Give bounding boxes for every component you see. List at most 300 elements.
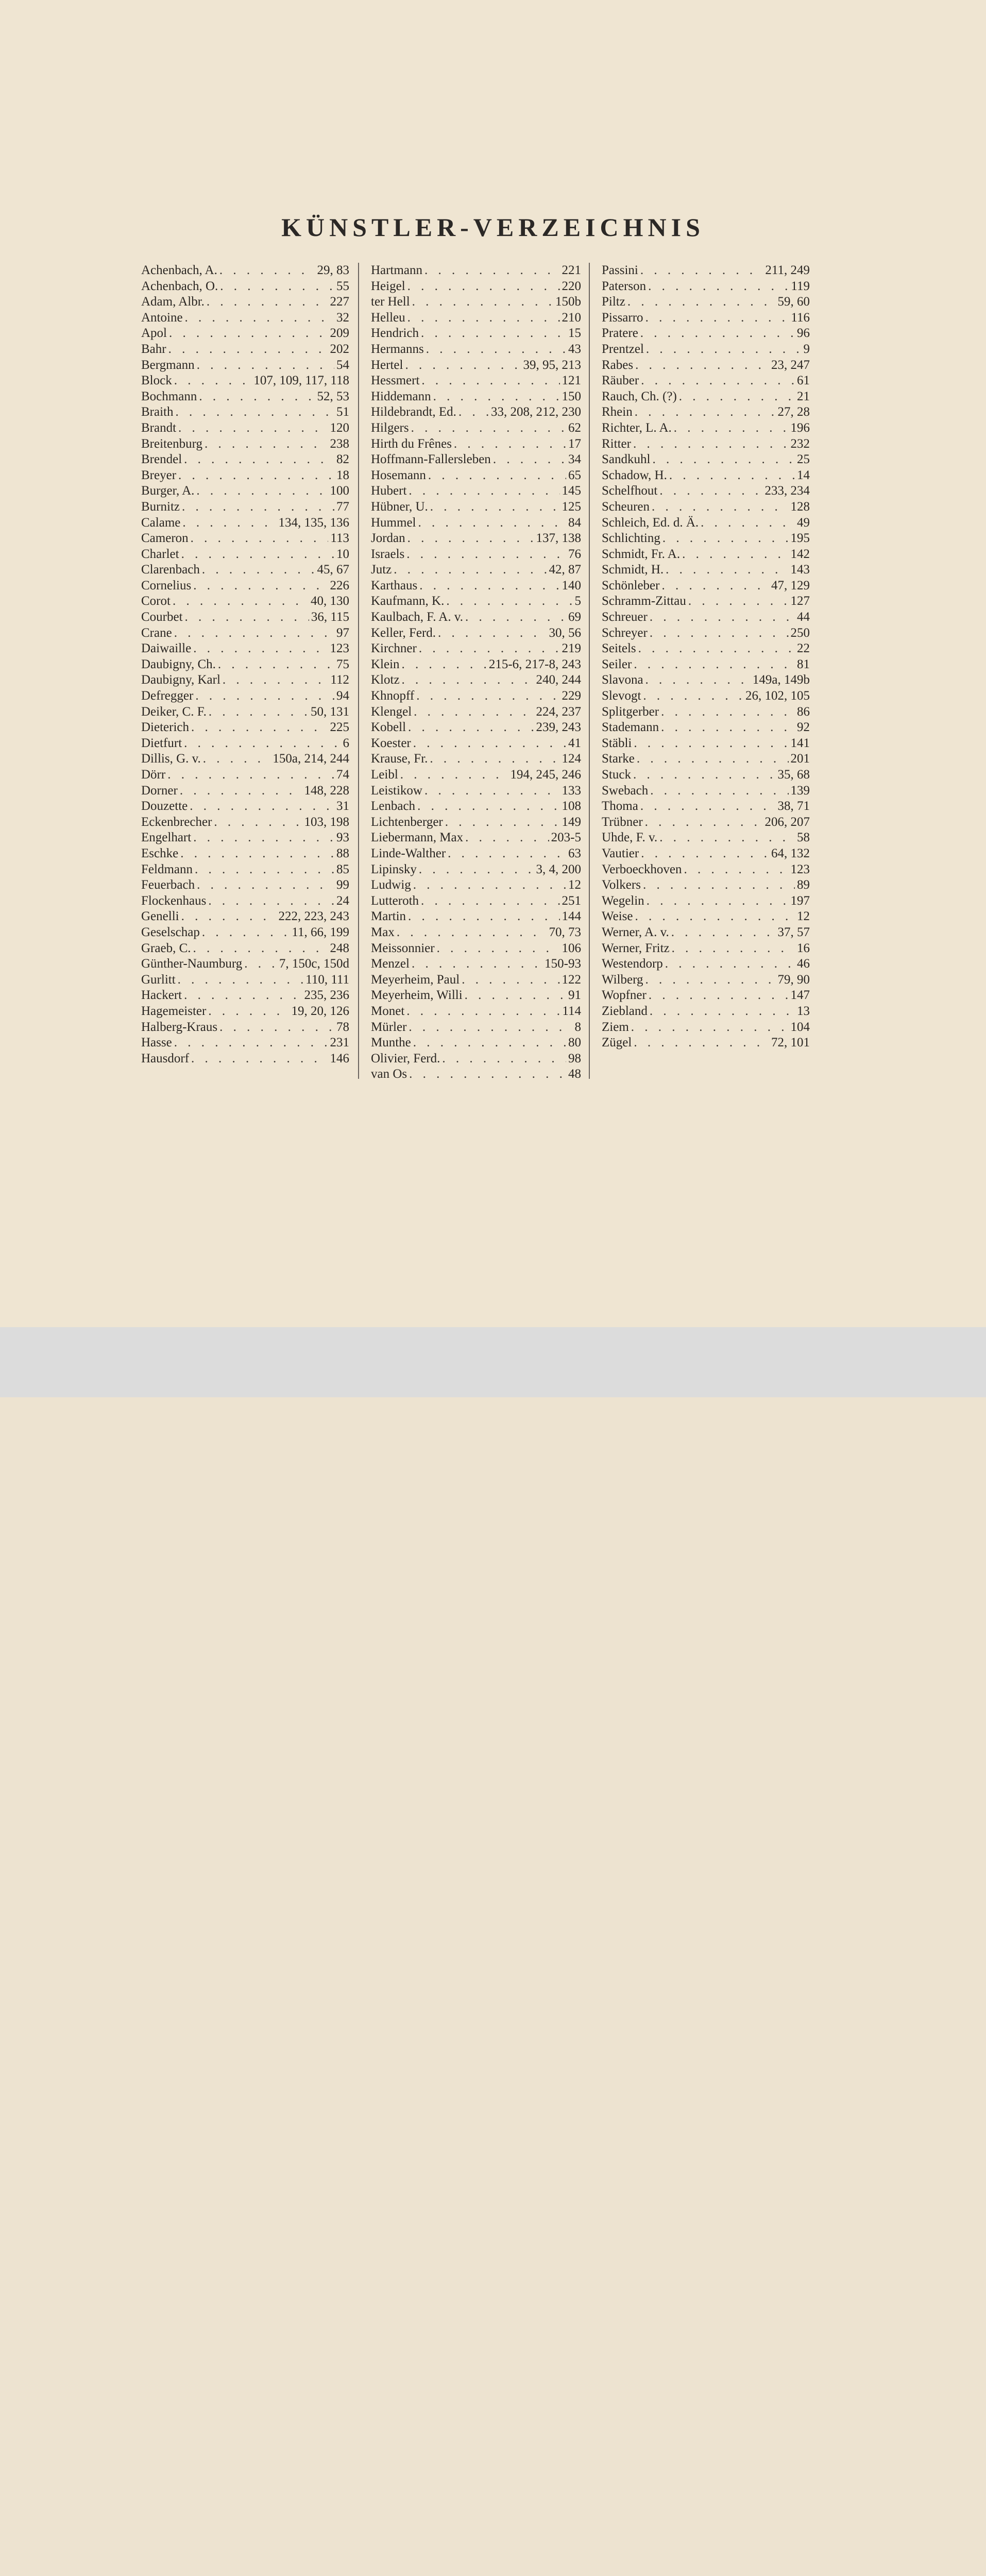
index-entry <box>602 815 810 831</box>
artist-name: Daubigny, Karl <box>141 673 220 687</box>
index-entry <box>602 1035 810 1051</box>
artist-name: Stademann <box>602 720 659 735</box>
page-numbers: 23, 247 <box>771 358 810 372</box>
artist-name: Eckenbrecher <box>141 815 212 829</box>
artist-name: Jordan <box>371 531 405 546</box>
dot-leader <box>647 893 789 909</box>
artist-name: Kaulbach, F. A. v. <box>371 610 463 624</box>
dot-leader <box>649 988 789 1004</box>
index-entry <box>371 751 581 767</box>
dot-leader <box>413 1035 566 1051</box>
dot-leader <box>182 515 276 531</box>
page-numbers: 231 <box>330 1036 349 1050</box>
index-entry <box>371 846 581 862</box>
dot-leader <box>635 404 776 420</box>
page-numbers: 59, 60 <box>777 295 810 309</box>
dot-leader <box>684 862 789 878</box>
page-numbers: 22 <box>797 641 810 656</box>
artist-name: Vautier <box>602 846 639 860</box>
page-numbers: 145 <box>562 484 581 498</box>
dot-leader <box>406 547 566 563</box>
dot-leader <box>633 767 776 783</box>
dot-leader <box>407 531 534 547</box>
page-numbers: 149a, 149b <box>752 673 810 687</box>
artist-name: Mürler <box>371 1020 407 1034</box>
dot-leader <box>413 877 566 893</box>
artist-name: Prentzel <box>602 342 644 356</box>
page-numbers: 107, 109, 117, 118 <box>253 374 349 388</box>
index-entry <box>141 483 349 499</box>
page-numbers: 133 <box>562 783 581 798</box>
index-entry <box>371 641 581 657</box>
dot-leader <box>408 909 559 925</box>
page-numbers: 62 <box>568 420 581 435</box>
index-entry <box>141 452 349 468</box>
dot-leader <box>184 452 334 468</box>
index-entry <box>602 547 810 563</box>
page-numbers: 78 <box>336 1020 349 1034</box>
index-entry <box>602 704 810 720</box>
artist-name: Zügel <box>602 1036 632 1050</box>
dot-leader <box>493 452 566 468</box>
index-entry <box>371 562 581 578</box>
dot-leader <box>631 1020 789 1036</box>
dot-leader <box>197 877 334 893</box>
dot-leader <box>445 815 560 831</box>
artist-name: Eschke <box>141 846 179 860</box>
index-entry <box>371 909 581 925</box>
page-numbers: 209 <box>330 326 349 341</box>
index-entry <box>371 815 581 831</box>
page-numbers: 17 <box>568 436 581 451</box>
artist-name: Leibl <box>371 768 398 782</box>
page-numbers: 88 <box>336 846 349 860</box>
dot-leader <box>637 751 789 767</box>
page-numbers: 225 <box>330 720 349 735</box>
page-numbers: 61 <box>797 374 810 388</box>
page-numbers: 25 <box>797 452 810 467</box>
dot-leader <box>180 783 302 799</box>
dot-leader <box>421 373 559 389</box>
index-entry <box>371 547 581 563</box>
index-entry <box>602 799 810 815</box>
artist-name: Cornelius <box>141 578 192 592</box>
dot-leader <box>643 877 795 893</box>
index-entry <box>141 704 349 720</box>
artist-name: Adam, Albr. <box>141 295 205 309</box>
page-numbers: 140 <box>562 578 581 592</box>
artist-name: Gurlitt <box>141 972 176 987</box>
artist-name: Kobell <box>371 720 406 735</box>
dot-leader <box>458 404 489 420</box>
index-entry <box>602 294 810 310</box>
artist-name: Martin <box>371 909 406 924</box>
index-entry <box>141 326 349 342</box>
index-entry <box>602 420 810 436</box>
index-entry <box>141 657 349 673</box>
index-entry <box>371 925 581 941</box>
page-numbers: 65 <box>568 468 581 482</box>
index-entry <box>371 515 581 531</box>
index-entry <box>602 452 810 468</box>
page-numbers: 36, 115 <box>311 610 349 624</box>
artist-name: Hagemeister <box>141 1004 207 1018</box>
page-numbers: 84 <box>568 515 581 530</box>
dot-leader <box>426 342 566 358</box>
dot-leader <box>214 815 302 831</box>
page-numbers: 98 <box>568 1051 581 1065</box>
artist-name: Klengel <box>371 704 412 719</box>
dot-leader <box>671 925 776 941</box>
page-numbers: 248 <box>330 941 349 955</box>
artist-name: Richter, L. A. <box>602 420 672 435</box>
index-entry <box>371 1004 581 1020</box>
artist-name: Dietfurt <box>141 736 182 750</box>
index-entry <box>141 862 349 878</box>
artist-name: Geselschap <box>141 925 200 939</box>
index-entry <box>602 972 810 988</box>
page-numbers: 121 <box>562 374 581 388</box>
index-entry <box>602 562 810 578</box>
page-numbers: 24 <box>336 893 349 908</box>
index-entry <box>141 988 349 1004</box>
page-numbers: 215-6, 217-8, 243 <box>488 657 581 671</box>
dot-leader <box>178 468 334 484</box>
artist-name: Rhein <box>602 405 633 419</box>
index-entry <box>141 279 349 295</box>
artist-name: Apol <box>141 326 167 341</box>
index-entry <box>371 720 581 736</box>
page-numbers: 58 <box>797 831 810 845</box>
index-entry <box>371 877 581 893</box>
page-numbers: 89 <box>797 878 810 892</box>
index-entry <box>371 799 581 815</box>
artist-name: Graeb, C. <box>141 941 191 955</box>
page-numbers: 150a, 214, 244 <box>273 752 349 766</box>
artist-name: Kirchner <box>371 641 417 656</box>
page-numbers: 150-93 <box>545 957 581 971</box>
artist-name: Lenbach <box>371 799 416 814</box>
dot-leader <box>645 310 789 326</box>
page-numbers: 210 <box>562 310 581 325</box>
index-entry <box>141 1051 349 1067</box>
page-numbers: 196 <box>790 420 810 435</box>
page-numbers: 12 <box>568 878 581 892</box>
index-entry <box>602 956 810 972</box>
artist-name: Werner, A. v. <box>602 925 669 939</box>
page-numbers: 123 <box>330 641 349 656</box>
page-numbers: 9 <box>803 342 810 356</box>
dot-leader <box>638 641 795 657</box>
index-entry <box>141 736 349 752</box>
index-entry <box>141 1004 349 1020</box>
dot-leader <box>219 1020 334 1036</box>
index-entry <box>602 688 810 704</box>
dot-leader <box>679 389 795 405</box>
dot-leader <box>659 830 795 846</box>
dot-leader <box>202 562 315 578</box>
page-numbers: 82 <box>336 452 349 467</box>
dot-leader <box>465 830 549 846</box>
page-numbers: 63 <box>568 846 581 860</box>
artist-name: Rabes <box>602 358 634 372</box>
page-numbers: 108 <box>562 799 581 814</box>
dot-leader <box>400 767 508 783</box>
page-numbers: 128 <box>790 499 810 514</box>
index-entry <box>141 609 349 625</box>
page-numbers: 85 <box>336 862 349 876</box>
dot-leader <box>421 893 559 909</box>
artist-name: Corot <box>141 594 171 608</box>
page-numbers: 50, 131 <box>311 704 349 719</box>
artist-name: Lipinsky <box>371 862 417 876</box>
dot-leader <box>412 294 553 310</box>
index-entry <box>371 1020 581 1036</box>
index-entry <box>371 893 581 909</box>
dot-leader <box>419 578 559 594</box>
index-entry <box>371 736 581 752</box>
dot-leader <box>652 452 795 468</box>
index-entry <box>141 625 349 641</box>
page-numbers: 6 <box>343 736 349 750</box>
index-entry <box>371 594 581 609</box>
index-entry <box>371 578 581 594</box>
page-numbers: 48 <box>568 1067 581 1081</box>
index-entry <box>602 988 810 1004</box>
page-numbers: 64, 132 <box>771 846 810 860</box>
page-numbers: 123 <box>790 862 810 876</box>
dot-leader <box>411 420 566 436</box>
artist-name: Slavona <box>602 673 643 687</box>
page-numbers: 72, 101 <box>771 1036 810 1050</box>
artist-name: Ritter <box>602 436 631 451</box>
artist-name: Stäbli <box>602 736 632 750</box>
page-numbers: 125 <box>562 499 581 514</box>
dot-leader <box>416 688 559 704</box>
dot-leader <box>174 625 334 641</box>
artist-name: Ziem <box>602 1020 629 1034</box>
dot-leader <box>633 436 789 452</box>
artist-name: Brendel <box>141 452 182 467</box>
page-numbers: 8 <box>574 1020 581 1034</box>
index-entry <box>602 389 810 405</box>
index-entry <box>141 373 349 389</box>
dot-leader <box>180 846 334 862</box>
page-numbers: 27, 28 <box>777 405 810 419</box>
artist-name: Feldmann <box>141 862 193 876</box>
dot-leader <box>173 594 309 609</box>
index-entry <box>602 877 810 893</box>
dot-leader <box>219 263 315 279</box>
index-entry <box>602 342 810 358</box>
index-entry <box>141 783 349 799</box>
artist-name: Ziebland <box>602 1004 648 1018</box>
artist-name: Cameron <box>141 531 189 546</box>
index-entry <box>141 515 349 531</box>
artist-name: Uhde, F. v. <box>602 831 658 845</box>
artist-name: Sandkuhl <box>602 452 651 467</box>
page-numbers: 220 <box>562 279 581 293</box>
page-numbers: 47, 129 <box>771 578 810 592</box>
dot-leader <box>650 625 789 641</box>
dot-leader <box>408 720 534 736</box>
page-numbers: 226 <box>330 578 349 592</box>
artist-name: Liebermann, Max <box>371 831 464 845</box>
dot-leader <box>645 972 775 988</box>
page-numbers: 45, 67 <box>317 563 349 577</box>
artist-name: Schadow, H. <box>602 468 667 482</box>
page-numbers: 232 <box>790 436 810 451</box>
index-entry <box>141 830 349 846</box>
index-entry <box>371 956 581 972</box>
artist-name: Schleich, Ed. d. Ä. <box>602 515 699 530</box>
artist-name: Schmidt, Fr. A. <box>602 547 681 561</box>
artist-name: Hermanns <box>371 342 424 356</box>
dot-leader <box>178 972 304 988</box>
artist-name: Bahr <box>141 342 166 356</box>
index-entry <box>602 893 810 909</box>
index-entry <box>141 578 349 594</box>
page-numbers: 52, 53 <box>317 389 349 403</box>
page-numbers: 76 <box>568 547 581 561</box>
dot-leader <box>446 594 572 609</box>
artist-name: Hildebrandt, Ed. <box>371 405 456 419</box>
artist-name: Brandt <box>141 420 177 435</box>
page-numbers: 239, 243 <box>536 720 581 735</box>
dot-leader <box>454 436 566 452</box>
artist-name: Swebach <box>602 783 649 798</box>
index-entry <box>141 1020 349 1036</box>
dot-leader <box>652 499 788 515</box>
artist-name: Charlet <box>141 547 179 561</box>
dot-leader <box>184 988 302 1004</box>
page-numbers: 235, 236 <box>304 988 349 1003</box>
dot-leader <box>688 594 789 609</box>
artist-name: Meissonnier <box>371 941 435 955</box>
page-numbers: 16 <box>797 941 810 955</box>
dot-leader <box>168 342 328 358</box>
artist-name: Burger, A. <box>141 484 195 498</box>
index-entry <box>602 594 810 609</box>
page-numbers: 43 <box>568 342 581 356</box>
artist-name: Helleu <box>371 310 405 325</box>
artist-name: Seiler <box>602 657 632 671</box>
dot-leader <box>438 625 547 641</box>
dot-leader <box>430 751 559 767</box>
artist-name: Trübner <box>602 815 643 829</box>
dot-leader <box>645 672 751 688</box>
dot-leader <box>199 389 315 405</box>
artist-name: Rauch, Ch. (?) <box>602 389 677 403</box>
index-entry <box>371 688 581 704</box>
page-numbers: 81 <box>797 657 810 671</box>
artist-name: Olivier, Ferd. <box>371 1051 440 1065</box>
artist-name: Volkers <box>602 878 641 892</box>
artist-name: Dorner <box>141 783 178 798</box>
dot-leader <box>181 909 277 925</box>
page-numbers: 238 <box>330 436 349 451</box>
artist-name: Clarenbach <box>141 563 200 577</box>
page-numbers: 19, 20, 126 <box>291 1004 349 1018</box>
artist-name: Douzette <box>141 799 188 814</box>
page-numbers: 106 <box>562 941 581 955</box>
dot-leader <box>433 389 560 405</box>
page-numbers: 91 <box>568 988 581 1003</box>
dot-leader <box>407 310 560 326</box>
index-entry <box>602 751 810 767</box>
dot-leader <box>634 736 788 752</box>
index-entry <box>141 420 349 436</box>
page-numbers: 227 <box>330 295 349 309</box>
page-numbers: 30, 56 <box>549 625 581 640</box>
page-numbers: 79, 90 <box>777 972 810 987</box>
dot-leader <box>665 956 795 972</box>
artist-name: Linde-Walther <box>371 846 446 860</box>
dot-leader <box>414 704 534 720</box>
page-numbers: 54 <box>336 358 349 372</box>
artist-name: Passini <box>602 263 638 277</box>
page-numbers: 110, 111 <box>305 972 349 987</box>
index-entry <box>141 767 349 783</box>
dot-leader <box>465 988 566 1004</box>
artist-name: Räuber <box>602 374 639 388</box>
index-entry <box>371 1066 581 1082</box>
page-numbers: 219 <box>562 641 581 656</box>
artist-name: Menzel <box>371 957 410 971</box>
page-numbers: 74 <box>336 768 349 782</box>
artist-name: Schönleber <box>602 578 660 592</box>
page-numbers: 142 <box>790 547 810 561</box>
dot-leader <box>244 956 277 972</box>
page-numbers: 94 <box>336 689 349 703</box>
dot-leader <box>223 672 329 688</box>
page-numbers: 147 <box>790 988 810 1003</box>
page-numbers: 221 <box>562 263 581 277</box>
dot-leader <box>646 342 802 358</box>
page-numbers: 38, 71 <box>777 799 810 814</box>
page-numbers: 119 <box>791 279 810 293</box>
artist-name: Breyer <box>141 468 177 482</box>
index-entry <box>371 420 581 436</box>
dot-leader <box>421 326 566 342</box>
column-divider <box>589 263 590 1079</box>
index-entry <box>141 547 349 563</box>
index-entry <box>141 846 349 862</box>
dot-leader <box>650 609 795 625</box>
artist-name: Schlichting <box>602 531 660 546</box>
dot-leader <box>413 736 566 752</box>
index-entry <box>371 609 581 625</box>
dot-leader <box>418 515 567 531</box>
page-numbers: 14 <box>797 468 810 482</box>
index-entry <box>602 310 810 326</box>
index-entry <box>141 404 349 420</box>
index-entry <box>141 815 349 831</box>
index-entry <box>602 941 810 957</box>
artist-name: Piltz <box>602 295 625 309</box>
page-numbers: 127 <box>790 594 810 608</box>
artist-name: Schramm-Zittau <box>602 594 686 608</box>
page-numbers: 26, 102, 105 <box>745 689 810 703</box>
artist-name: Hosemann <box>371 468 426 482</box>
artist-name: Jutz <box>371 563 392 577</box>
dot-leader <box>208 1004 289 1020</box>
page-numbers: 97 <box>336 625 349 640</box>
artist-name: Achenbach, O. <box>141 279 218 293</box>
dot-leader <box>640 326 795 342</box>
dot-leader <box>405 358 521 374</box>
artist-name: Hendrich <box>371 326 419 341</box>
